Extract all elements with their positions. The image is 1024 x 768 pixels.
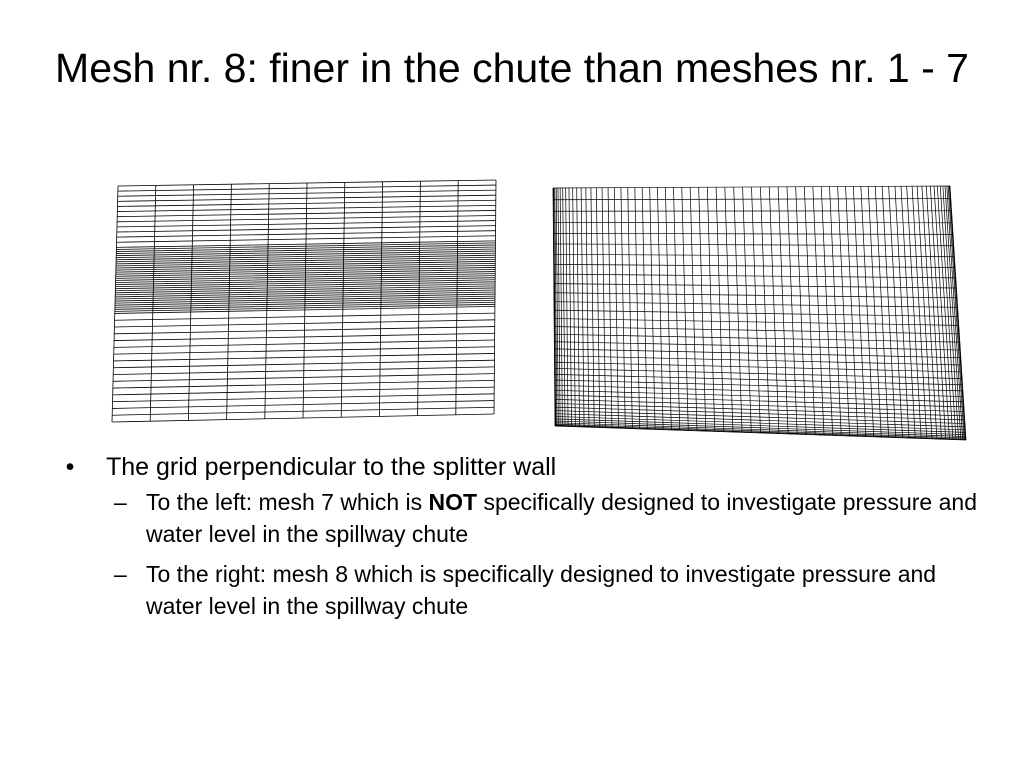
dash-marker: – (114, 489, 127, 515)
mesh-vertical-line (227, 184, 232, 419)
emphasis-not: NOT (428, 489, 478, 515)
sub-bullet-text-end: specifically designed to investigate pressure and water level in the spillway chute (146, 489, 977, 547)
mesh-vertical-line (341, 182, 345, 417)
mesh-vertical-line (418, 181, 421, 415)
mesh-vertical-line (303, 183, 307, 418)
sub-bullet-text-start: To the left: mesh 7 which is (146, 489, 429, 515)
bullet-text: The grid perpendicular to the splitter wall (106, 453, 557, 481)
mesh-vertical-line (265, 184, 269, 419)
mesh-vertical-line (188, 185, 193, 421)
sub-bullet-text: To the right: mesh 8 which is specifically designed to investigate pressure and water level in the spillway chute (146, 561, 937, 619)
mesh-vertical-line (150, 185, 156, 421)
bullet-item (60, 450, 980, 622)
slide-title: Mesh nr. 8: finer in the chute than meshes nr. 1 - 7 (55, 45, 969, 91)
bullet-list (60, 450, 980, 630)
sub-bullet-item-mesh-7 (106, 486, 980, 550)
mesh-7-image (108, 176, 500, 428)
mesh-8-image (548, 182, 970, 444)
sub-bullet-list (106, 486, 980, 622)
sub-bullet-item-mesh-8 (106, 558, 980, 622)
mesh-vertical-line (112, 186, 118, 422)
mesh-vertical-line (494, 180, 496, 414)
bullet-marker: • (65, 453, 75, 481)
mesh-vertical-line (379, 182, 382, 417)
dash-marker: – (114, 561, 127, 587)
mesh-vertical-line (456, 181, 458, 415)
